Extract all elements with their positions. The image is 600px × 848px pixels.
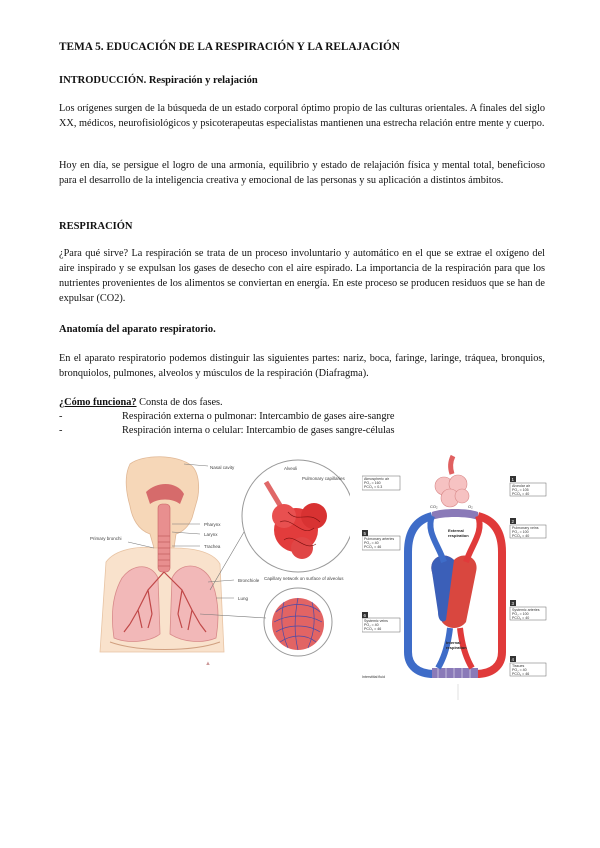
internal-respiration-label-1: Internal bbox=[446, 640, 461, 645]
anatomy-paragraph: En el aparato respiratorio podemos distinguir las siguientes partes: nariz, boca, faringe, laringe, tráquea, bronquios, bronquiolos, pulmones, alveolos y músculos de la respiración (Diafragma). bbox=[59, 353, 545, 379]
list-dash: - bbox=[59, 425, 63, 436]
label-primary-bronchi: Primary bronchi bbox=[90, 536, 122, 541]
box-text: PCO₂ = 40 bbox=[512, 492, 530, 496]
atmos-label: Atmospheric air bbox=[364, 477, 389, 481]
label-bronchiole: Bronchiole bbox=[238, 578, 260, 583]
label-larynx: Larynx bbox=[204, 532, 218, 537]
pulmonary-artery-vessel bbox=[430, 516, 444, 562]
label-pharynx: Pharynx bbox=[204, 522, 221, 527]
internal-respiration-label-2: respiration bbox=[446, 645, 467, 650]
list-text: Respiración externa o pulmonar: Intercambio de gases aire-sangre bbox=[122, 411, 395, 422]
box-text: PO₂ = 100 bbox=[512, 530, 529, 534]
marker-number: 4 bbox=[511, 657, 515, 662]
top-alveoli bbox=[435, 475, 469, 507]
art-label: Pulmonary arteries bbox=[364, 537, 395, 541]
box-text: Systemic arteries bbox=[512, 608, 540, 612]
list-text: Respiración interna o celular: Intercambio de gases sangre-células bbox=[122, 425, 395, 436]
marker-number: 5 bbox=[363, 531, 367, 536]
function-heading: ¿Cómo funciona? bbox=[59, 397, 137, 408]
airway-tube bbox=[451, 456, 453, 474]
right-info-box bbox=[510, 600, 546, 620]
label-pulmonary-capillaries: Pulmonary capillaries bbox=[302, 476, 345, 481]
atmos-po2: PO₂ = 160 bbox=[364, 481, 381, 485]
intro-heading: INTRODUCCIÓN. Respiración y relajación bbox=[59, 75, 258, 86]
label-trachea: Trachea bbox=[204, 544, 221, 549]
interstitial-label: Interstitial fluid bbox=[362, 675, 385, 679]
respiration-heading: RESPIRACIÓN bbox=[59, 221, 133, 232]
alveolus-sphere bbox=[272, 598, 324, 650]
marker-number: 2 bbox=[511, 519, 515, 524]
label-alveoli: Alveoli bbox=[284, 466, 298, 471]
figure-marker: ▲ bbox=[205, 661, 211, 667]
intro-paragraph-2: Hoy en día, se persigue el logro de una armonía, equilibrio y estado de relajación física y mental total, beneficioso para el desarrollo de la inteligencia creativa y emocional de las personas y su aplicación a distintos ámbitos. bbox=[59, 160, 545, 186]
box-text: Pulmonary veins bbox=[512, 526, 539, 530]
vein-label: Systemic veins bbox=[364, 619, 388, 623]
list-dash: - bbox=[59, 411, 63, 422]
vein-po2: PO₂ = 40 bbox=[364, 623, 379, 627]
anatomy-heading: Anatomía del aparato respiratorio. bbox=[59, 324, 216, 335]
gas-exchange-figure bbox=[362, 452, 548, 702]
label-capillary-network: Capillary network on surface of alveolus bbox=[264, 576, 344, 581]
marker-number: 6 bbox=[363, 613, 367, 618]
respiratory-anatomy-figure bbox=[88, 452, 350, 670]
function-text: Consta de dos fases. bbox=[136, 397, 223, 408]
trachea-shape bbox=[158, 504, 170, 572]
art-po2: PO₂ = 40 bbox=[364, 541, 379, 545]
box-text: PO₂ = 100 bbox=[512, 612, 529, 616]
box-text: Alveolar air bbox=[512, 484, 530, 488]
intro-paragraph-1: Los orígenes surgen de la búsqueda de un estado corporal óptimo propio de las culturas orientales. A finales del siglo XX, médicos, neurofisiológicos y psicoterapeutas especialistas mantienen una estrecha relación entre mente y cuerpo. bbox=[59, 103, 545, 129]
left-blue-vessel bbox=[408, 516, 434, 674]
top-capillary-band bbox=[432, 509, 478, 520]
box-text: PO₂ = 40 bbox=[512, 668, 527, 672]
label-nasal-cavity: Nasal cavity bbox=[210, 465, 235, 470]
marker-number: 1 bbox=[511, 477, 515, 482]
right-info-box bbox=[510, 476, 546, 496]
box-text: PCO₂ = 40 bbox=[512, 534, 530, 538]
box-text: PCO₂ = 40 bbox=[512, 616, 530, 620]
function-line bbox=[59, 395, 545, 410]
right-info-box bbox=[510, 518, 546, 538]
right-info-box bbox=[510, 656, 546, 676]
co2-label: CO₂ bbox=[430, 504, 438, 509]
external-respiration-label-2: respiration bbox=[448, 533, 469, 538]
o2-label: O₂ bbox=[468, 504, 473, 509]
right-red-vessel bbox=[476, 516, 502, 674]
external-respiration-label-1: External bbox=[448, 528, 464, 533]
box-text: Tissues bbox=[512, 664, 525, 668]
box-text: PO₂ = 105 bbox=[512, 488, 529, 492]
atmos-pco2: PCO₂ = 0.3 bbox=[364, 485, 383, 489]
respiration-paragraph: ¿Para qué sirve? La respiración se trata de un proceso involuntario y automático en el que se extrae el oxígeno del aire inspirado y se expulsan los gases de desecho con el aire espirado. La importancia de la respiración para que los nutrientes provenientes de los alimentos se conviertan en energía. En este proceso se producen residuos que se han de expulsar (CO2). bbox=[59, 248, 545, 304]
marker-number: 3 bbox=[511, 601, 515, 606]
label-lung: Lung bbox=[238, 596, 249, 601]
document-title: TEMA 5. EDUCACIÓN DE LA RESPIRACIÓN Y LA RELAJACIÓN bbox=[59, 41, 400, 53]
art-pco2: PCO₂ = 46 bbox=[364, 545, 382, 549]
pulmonary-vein-vessel bbox=[466, 516, 480, 562]
vein-pco2: PCO₂ = 46 bbox=[364, 627, 382, 631]
box-text: PCO₂ = 46 bbox=[512, 672, 530, 676]
bottom-capillary-band bbox=[432, 668, 478, 678]
